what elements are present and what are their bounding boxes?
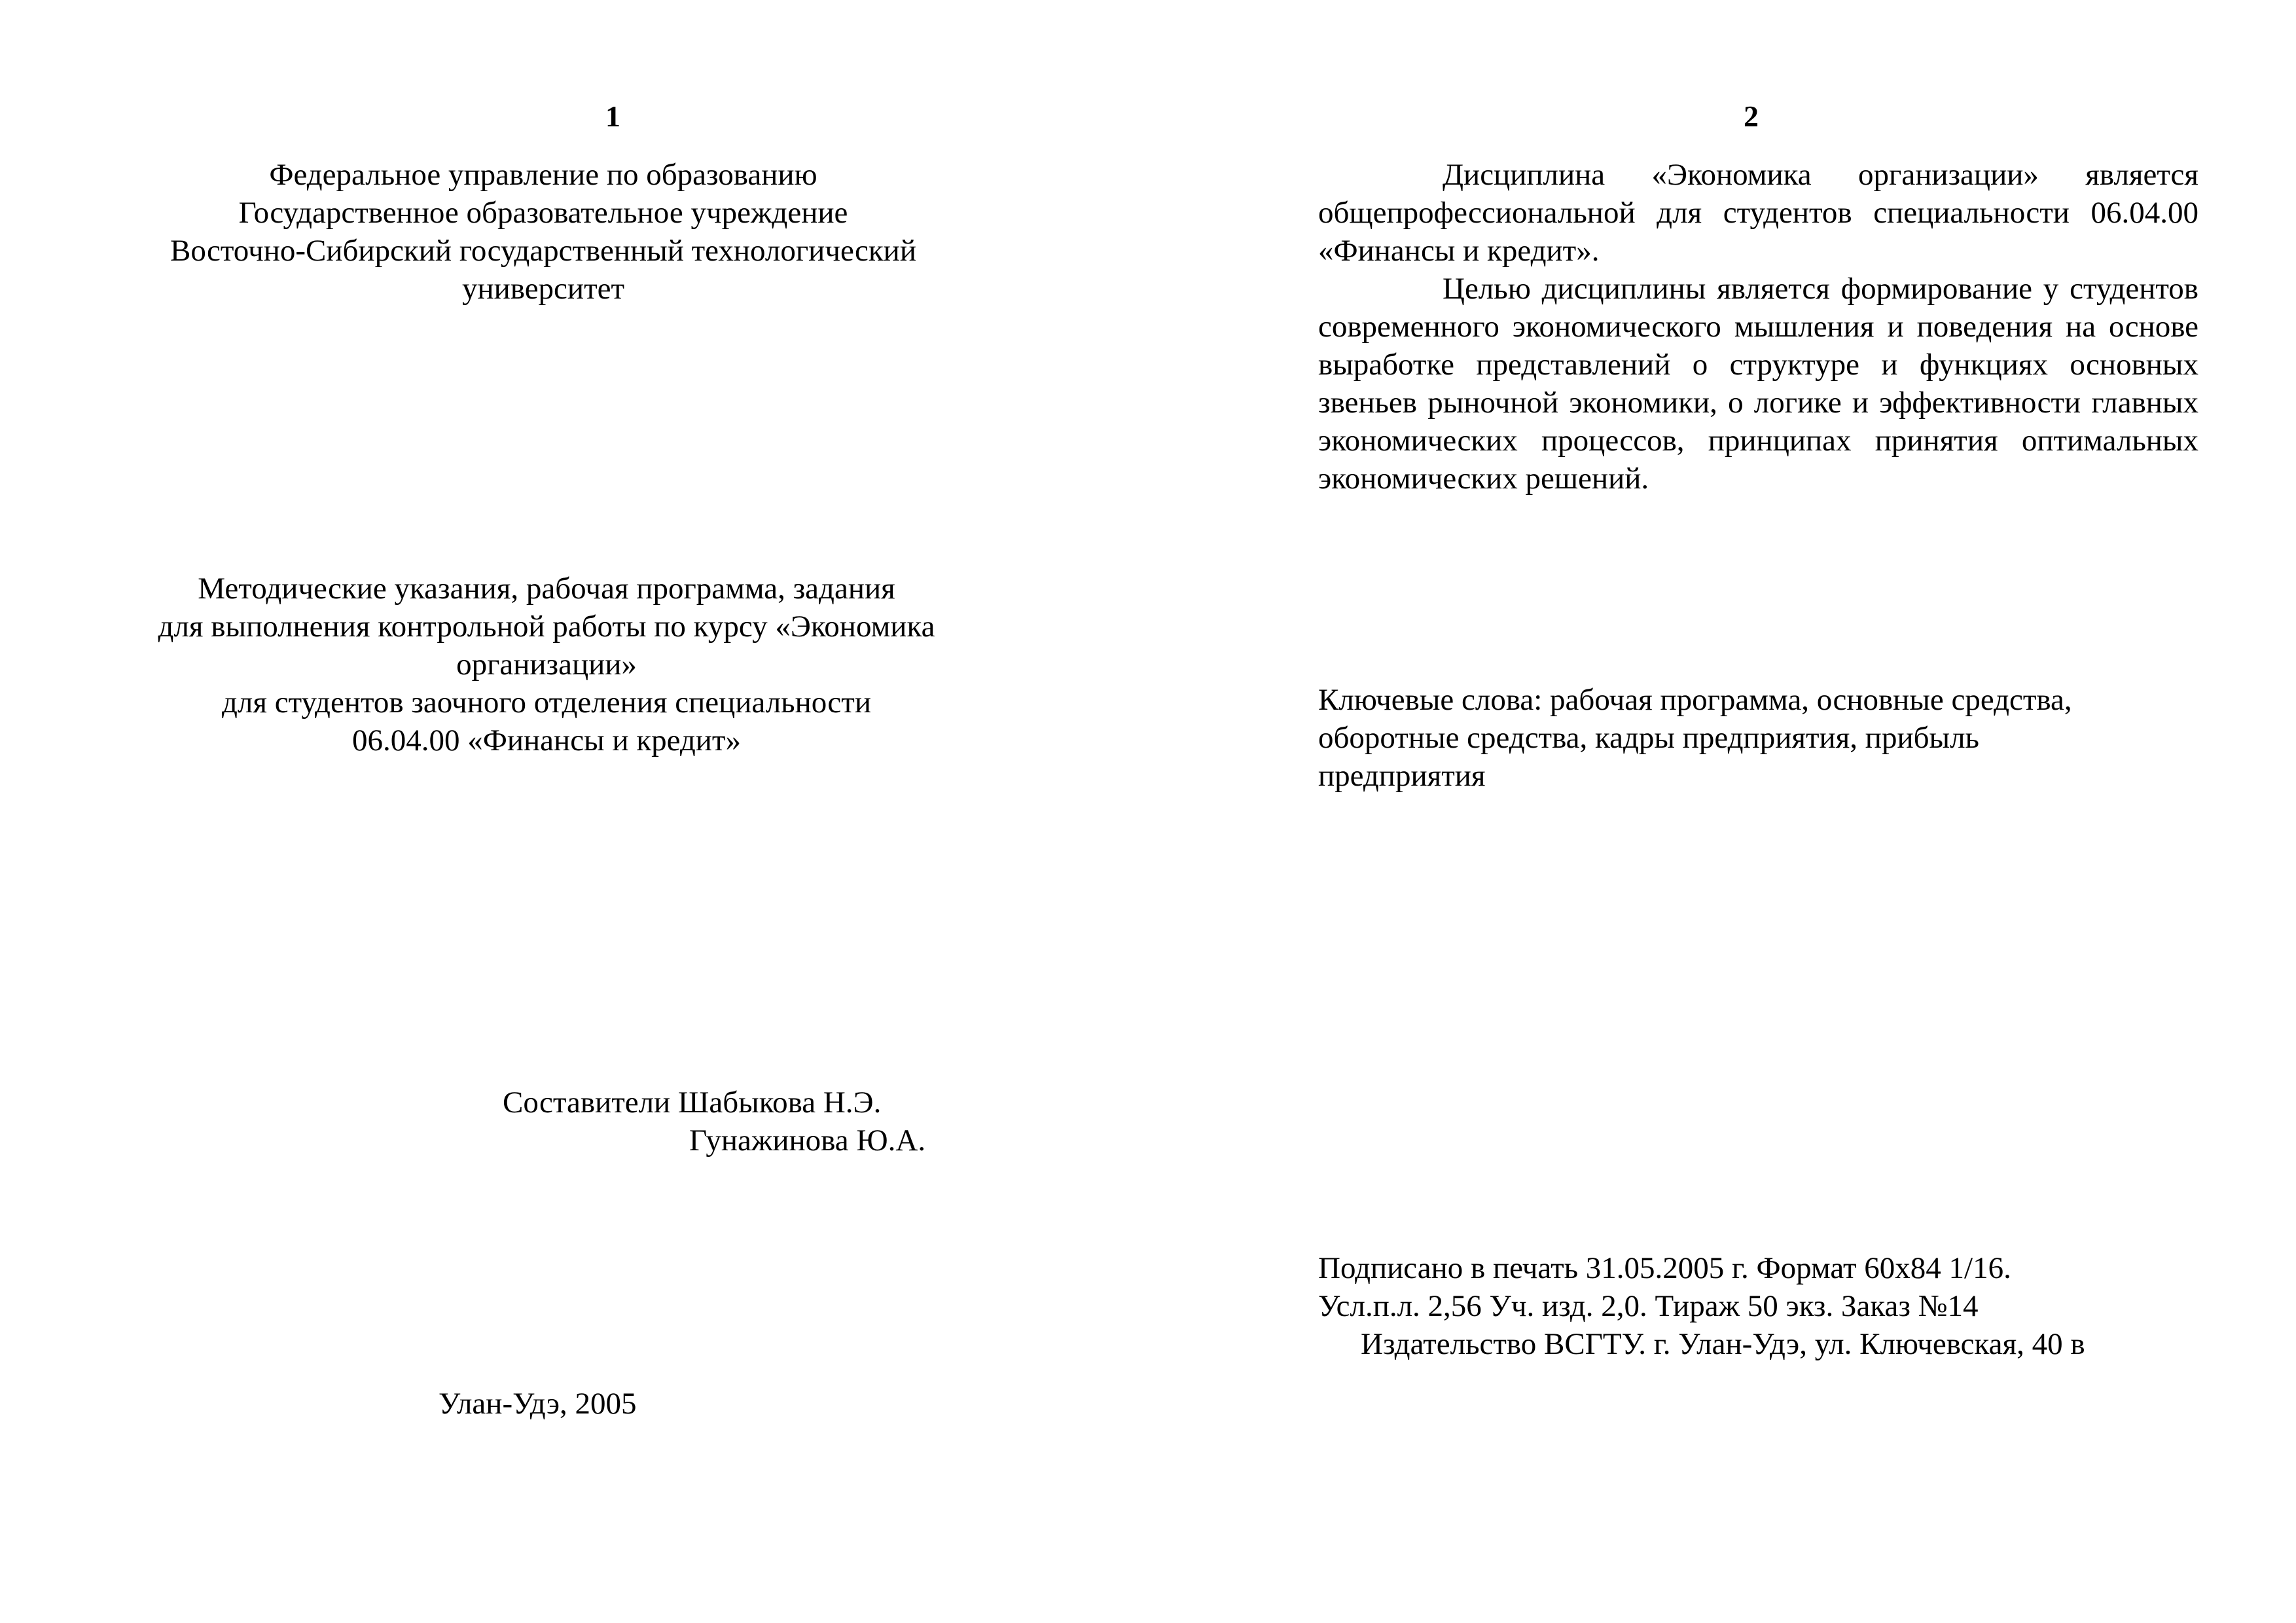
compilers-line: Составители Шабыкова Н.Э. <box>503 1085 882 1120</box>
header-line: Государственное образовательное учреждение <box>238 196 848 230</box>
header-line: Федеральное управление по образованию <box>269 158 817 192</box>
keywords-line: оборотные средства, кадры предприятия, прибыль <box>1318 721 1979 755</box>
compilers-line: Гунажинова Ю.А. <box>689 1123 926 1158</box>
title-line: 06.04.00 «Финансы и кредит» <box>352 723 741 757</box>
intro-text <box>1318 156 2198 498</box>
title-line: организации» <box>456 647 637 682</box>
imprint-block <box>1318 1249 2085 1363</box>
keywords-block <box>1318 681 2198 795</box>
institution-header <box>131 156 956 308</box>
compilers-block <box>503 1084 925 1159</box>
page-number-right: 2 <box>1744 100 1759 133</box>
page-number-left: 1 <box>605 100 620 133</box>
intro-paragraph: Дисциплина «Экономика организации» является общепрофессиональной для студентов специальности 06.04.00 «Финансы и кредит». <box>1318 158 2198 268</box>
document-title <box>111 570 982 759</box>
right-page <box>1148 0 2296 1623</box>
city-year: Улан-Удэ, 2005 <box>439 1387 637 1421</box>
title-line: для студентов заочного отделения специальности <box>222 685 871 720</box>
imprint-line: Подписано в печать 31.05.2005 г. Формат 60х84 1/16. <box>1318 1251 2011 1285</box>
title-line: Методические указания, рабочая программа, задания <box>198 572 895 606</box>
imprint-line: Издательство ВСГТУ. г. Улан-Удэ, ул. Ключевская, 40 в <box>1361 1327 2085 1361</box>
intro-paragraph: Целью дисциплины является формирование у студентов современного экономического мышления и поведения на основе выработке представлений о структуре и функциях основных звеньев рыночной экономики, о логике и эффективности главных экономических процессов, принципах принятия оптимальных экономических решений. <box>1318 272 2198 496</box>
keywords-line: предприятия <box>1318 759 1486 793</box>
keywords-line: Ключевые слова: рабочая программа, основные средства, <box>1318 683 2072 717</box>
header-line: Восточно-Сибирский государственный технологический <box>170 234 916 268</box>
header-line: университет <box>461 272 625 306</box>
imprint-line: Усл.п.л. 2,56 Уч. изд. 2,0. Тираж 50 экз. Заказ №14 <box>1318 1289 1979 1323</box>
title-line: для выполнения контрольной работы по курсу «Экономика <box>158 610 935 644</box>
